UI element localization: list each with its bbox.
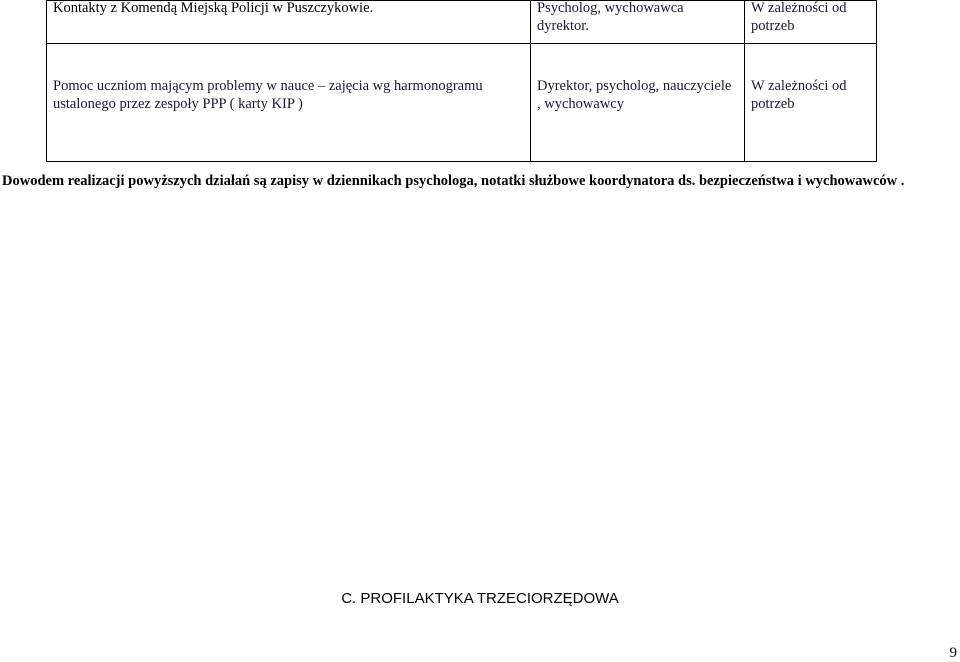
activity-text: Kontakty z Komendą Miejską Policji w Puszczykowie. <box>53 0 374 16</box>
responsible-text: Psycholog, wychowawca dyrektor. <box>537 0 684 34</box>
activity-cell <box>47 1 531 44</box>
section-heading: C. PROFILAKTYKA TRZECIORZĘDOWA <box>341 590 619 607</box>
term-cell <box>745 1 877 44</box>
table-row <box>47 1 877 44</box>
evidence-note: Dowodem realizacji powyższych działań są zapisy w dziennikach psychologa, notatki służbowe koordynatora ds. bezpieczeństwa i wychowawców . <box>2 173 905 189</box>
page-number: 9 <box>949 645 957 661</box>
table-row <box>47 44 877 162</box>
term-cell: W zależności od potrzeb <box>745 44 877 162</box>
responsible-cell: Dyrektor, psycholog, nauczyciele , wychowawcy <box>531 44 745 162</box>
activities-table <box>46 0 877 162</box>
responsible-cell <box>531 1 745 44</box>
term-text: W zależności od potrzeb <box>751 0 847 34</box>
activity-cell: Pomoc uczniom mającym problemy w nauce – zajęcia wg harmonogramu ustalonego przez zespoły PPP ( karty KIP ) <box>47 44 531 162</box>
